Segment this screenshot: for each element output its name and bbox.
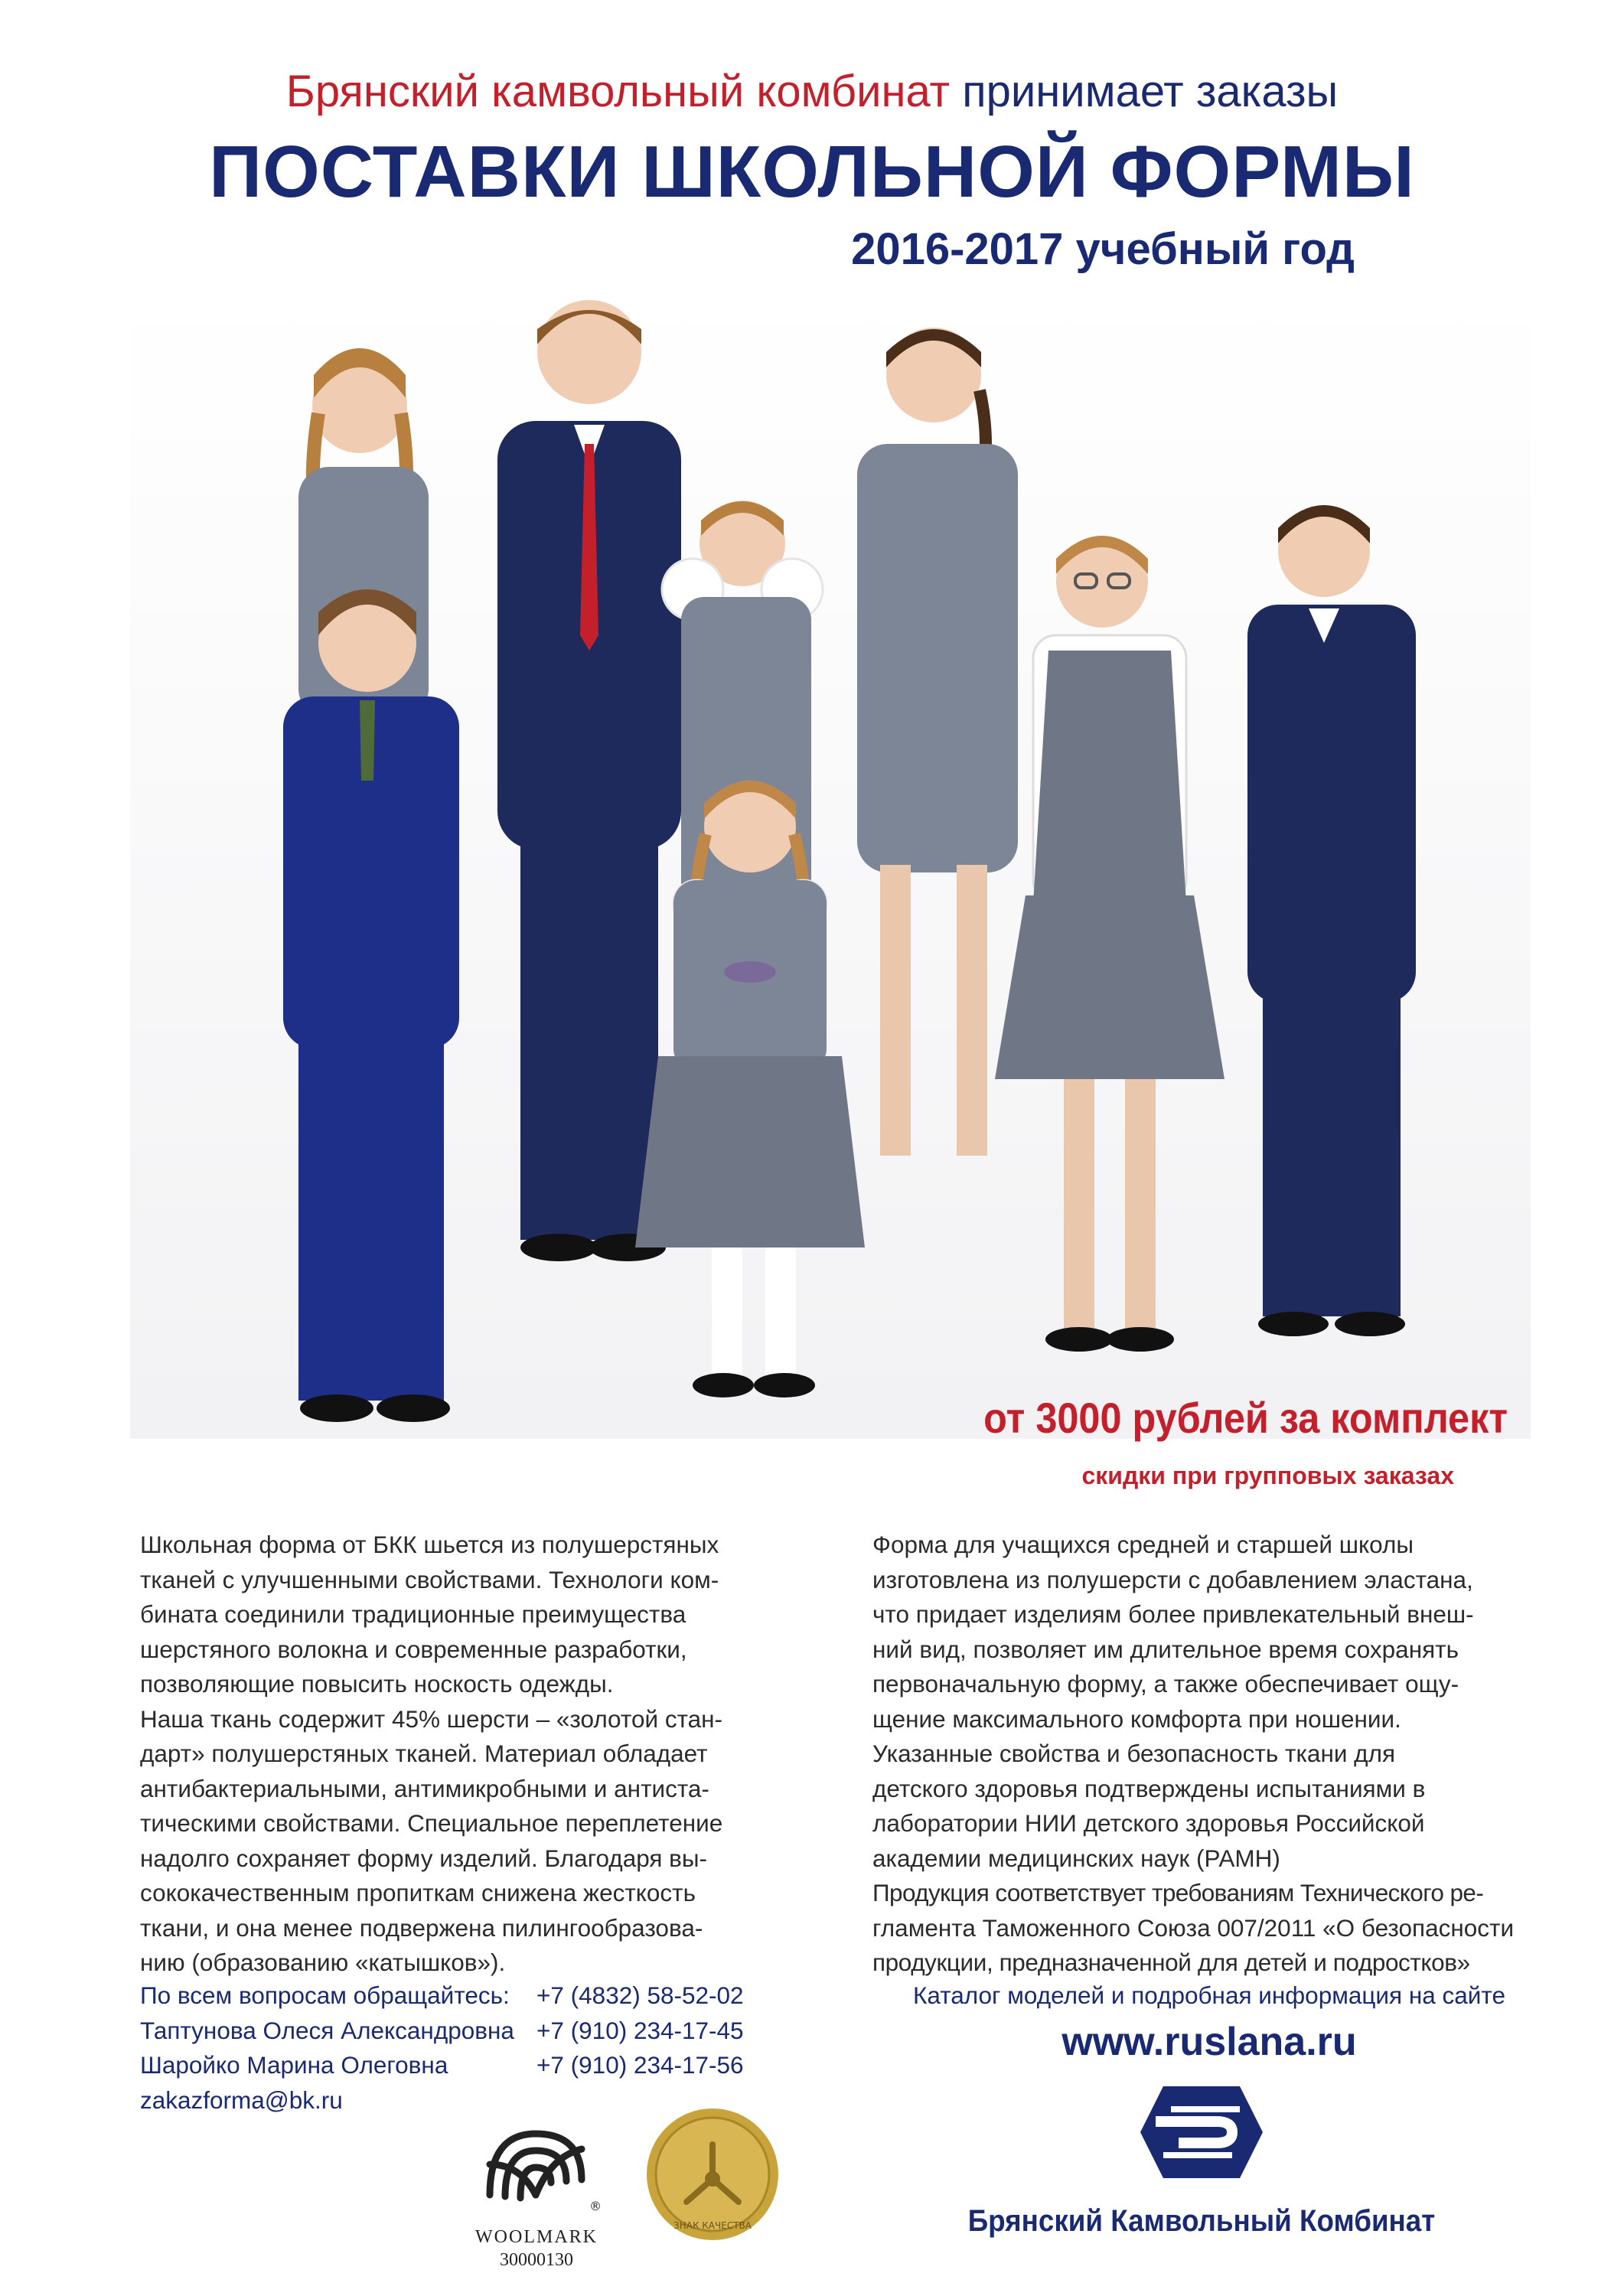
contact-general: [140, 1978, 829, 2014]
contact-person: [140, 2014, 829, 2049]
phone-link[interactable]: +7 (910) 234-17-56: [536, 2051, 744, 2079]
left-text-line: Школьная форма от БКК шьется из полушерстяных: [140, 1531, 719, 1558]
quality-seal-icon: [644, 2106, 781, 2242]
left-description: [140, 1528, 814, 1981]
email-link[interactable]: zakazforma@bk.ru: [140, 2086, 343, 2114]
left-text-line: ткани, и она менее подвержена пилингообразова-: [140, 1913, 703, 1942]
page-title: ПОСТАВКИ ШКОЛЬНОЙ ФОРМЫ: [209, 131, 1415, 213]
phone-link[interactable]: +7 (4832) 58-52-02: [536, 1981, 744, 2009]
right-text-line: Продукция соответствует требованиям Технического ре-: [872, 1879, 1484, 1906]
company-name: Брянский камвольный комбинат: [285, 67, 951, 116]
student-boy-blue: [283, 589, 459, 1422]
right-text-line: что придает изделиям более привлекательный внеш-: [872, 1600, 1474, 1628]
price-offer: от 3000 рублей за комплект: [983, 1394, 1508, 1442]
woolmark-word: WOOLMARK: [475, 2227, 598, 2247]
registered-mark: ®: [589, 2199, 602, 2213]
woolmark-number: 30000130: [500, 2250, 573, 2270]
left-text-line: шерстяного волокна и современные разработки,: [140, 1635, 687, 1663]
company-logo-name: Брянский Камвольный Комбинат: [967, 2204, 1436, 2238]
phone-link[interactable]: +7 (910) 234-17-45: [536, 2016, 744, 2044]
left-text-line: тканей с улучшенными свойствами. Технологи ком-: [140, 1565, 719, 1593]
left-text-line: тическими свойствами. Специальное переплетение: [140, 1809, 723, 1837]
contact-intro: По всем вопросам обращайтесь:: [140, 1981, 510, 2009]
contact-name: Таптунова Олеся Александровна: [140, 2016, 514, 2044]
right-text-line: Указанные свойства и безопасность ткани для: [872, 1740, 1396, 1767]
quality-seal-text: ЗНАК КАЧЕСТВА: [673, 2220, 752, 2231]
left-text-line: надолго сохраняет форму изделий. Благодаря вы-: [140, 1844, 708, 1872]
right-text-line: продукции, предназначенной для детей и подростков»: [872, 1949, 1470, 1976]
left-text-line: сококачественным пропиткам снижена жесткость: [140, 1879, 696, 1906]
right-description: [872, 1528, 1546, 1981]
right-text-line: гламента Таможенного Союза 007/2011 «О безопасности: [872, 1913, 1515, 1942]
group-discount: скидки при групповых заказах: [1081, 1462, 1454, 1489]
website-link[interactable]: www.ruslana.ru: [1061, 2020, 1357, 2064]
contacts-block: [140, 1978, 829, 2118]
left-text-line: бината соединили традиционные преимущества: [140, 1600, 686, 1628]
right-text-line: детского здоровья подтверждены испытаниями в: [872, 1774, 1426, 1802]
right-text-line: академии медицинских наук (РАМН): [872, 1844, 1280, 1872]
students-group-photo: [130, 291, 1531, 1439]
school-year: 2016-2017 учебный год: [851, 224, 1355, 274]
student-boy-right: [1247, 505, 1416, 1336]
contact-person: [140, 2048, 829, 2083]
contact-name: Шаройко Марина Олеговна: [140, 2051, 448, 2079]
right-text-line: лаборатории НИИ детского здоровья Российской: [872, 1809, 1425, 1837]
left-text-line: нию (образованию «катышков»).: [140, 1949, 506, 1976]
catalog-info: Каталог моделей и подробная информация на сайте: [913, 1981, 1505, 2009]
bkk-logo-icon: [1125, 2079, 1278, 2186]
accepts-orders-text: принимает заказы: [962, 67, 1339, 116]
right-text-line: изготовлена из полушерсти с добавлением эластана,: [872, 1565, 1473, 1593]
left-text-line: антибактериальными, антимикробными и антиста-: [140, 1774, 709, 1802]
right-text-line: щение максимального комфорта при ношении.: [872, 1704, 1401, 1733]
left-text-line: позволяющие повысить носкость одежды.: [140, 1670, 614, 1698]
right-text-line: ний вид, позволяет им длительное время сохранять: [872, 1635, 1459, 1663]
left-text-line: Наша ткань содержит 45% шерсти – «золотой стан-: [140, 1704, 723, 1733]
headline-company-line: [0, 66, 1624, 117]
left-text-line: дарт» полушерстяных тканей. Материал обладает: [140, 1740, 708, 1767]
right-text-line: первоначальную форму, а также обеспечивает ощу-: [872, 1670, 1459, 1698]
right-text-line: Форма для учащихся средней и старшей школы: [872, 1531, 1414, 1558]
